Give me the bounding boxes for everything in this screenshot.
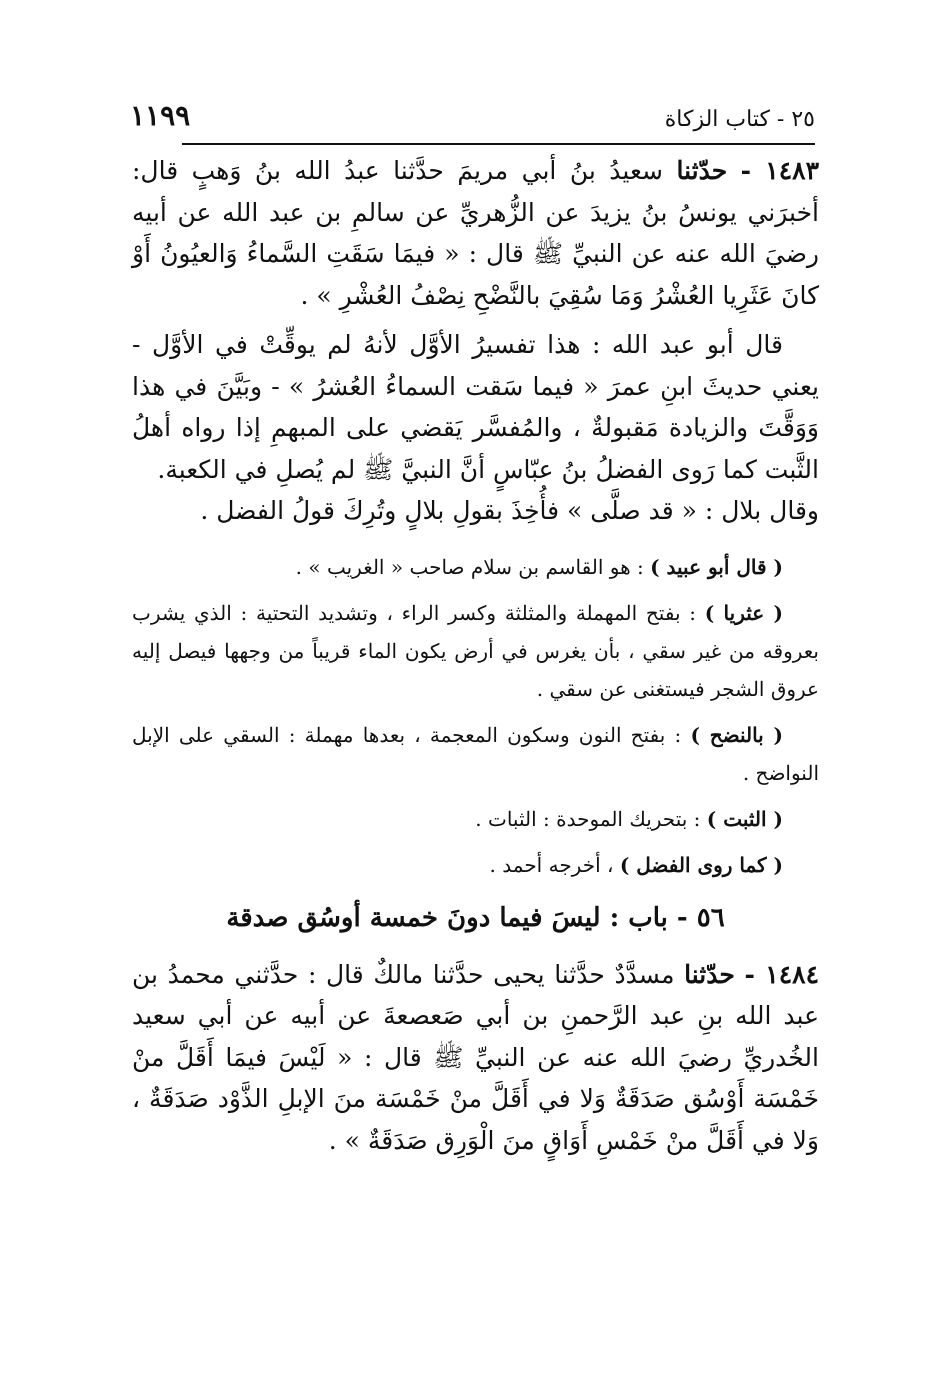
hadith-1483-commentary-1: قال أبو عبد الله : هذا تفسيرُ الأوَّل لأنهُ لم يوقِّتْ في الأوَّل - يعني حديثَ ابنِ عمرَ « فيما سَقت السماءُ العُشرُ » - وبَيَّنَ في هذا وَوَقَّتَ والزيادة مَقبولةٌ ، والمُفسَّر يَقضي على المبهمِ إذا رواه أهلُ الثَّبت كما رَوى الفضلُ بنُ عبّاسٍ أنَّ النبيَّ ﷺ لم يُصلِ في الكعبة.: [132, 330, 819, 484]
hadith-1483-commentary-2: وقال بلال : « قد صلَّى » فأُخِذَ بقولِ بلالٍ وتُرِكَ قولُ الفضل .: [200, 496, 819, 525]
header-chapter-title: ٢٥ - كتاب الزكاة: [664, 107, 815, 132]
note-athariyya: [132, 594, 819, 708]
hadith-1484-number: ١٤٨٤ -: [744, 959, 819, 989]
note-text: : بفتح المهملة والمثلثة وكسر الراء ، وتشديد التحتية : الذي يشرب بعروقه من غير سقي ، بأن يغرس في أرض يكون الماء قريباً من وجهها فيصل إليه عروق الشجر فيستغنى عن سقي .: [132, 600, 819, 701]
hadith-1483: [132, 150, 819, 316]
note-thabt: [132, 800, 819, 838]
hadith-1484: [132, 954, 819, 1162]
hadith-1483-haddathana: حدّثنا: [676, 156, 728, 185]
page-number: ١١٩٩: [130, 99, 191, 132]
header-divider: [182, 143, 815, 145]
page-content: [132, 150, 819, 1161]
note-term: ( عثريا ): [704, 600, 783, 625]
note-abu-ubaid: [132, 548, 819, 586]
note-text: ، أخرجه أحمد .: [489, 852, 614, 877]
note-text: : هو القاسم بن سلام صاحب « الغريب » .: [295, 554, 644, 579]
running-header: [130, 92, 815, 132]
note-term: ( الثبت ): [706, 806, 783, 831]
note-kama-rawa: [132, 846, 819, 884]
hadith-1484-text: مسدَّدٌ حدَّثنا يحيى حدَّثنا مالكٌ قال : حدَّثني محمدُ بن عبد الله بنِ عبد الرَّحمنِ بن أبي صَعصعةَ عن أبيه عن أبي سعيد الخُدريِّ رضيَ الله عنه عن النبيِّ ﷺ قال : « لَيْسَ فيمَا أَقَلَّ منْ خَمْسَة أَوْسُق صَدَقَةٌ وَلا في أَقَلَّ منْ خَمْسَة منَ الإبلِ الذَّوْد صَدَقَةٌ ، وَلا في أَقَلَّ منْ خَمْسِ أَوَاقٍ منَ الْوَرِق صَدَقَةٌ » .: [132, 959, 819, 1155]
note-term: ( بالنضح ): [690, 722, 784, 747]
hadith-1483-number: ١٤٨٣ -: [740, 156, 819, 185]
note-term: ( كما روى الفضل ): [619, 852, 783, 877]
footnotes-block: [132, 548, 819, 884]
note-bin-nadh: [132, 716, 819, 792]
note-text: : بتحريك الموحدة : الثبات .: [475, 806, 701, 831]
note-term: ( قال أبو عبيد ): [650, 554, 783, 579]
hadith-1484-haddathana: حدّثنا: [684, 959, 735, 989]
hadith-1483-text: سعيدُ بنُ أبي مريمَ حدَّثنا عبدُ الله بنُ وَهبٍ قال: أخبرَني يونسُ بنُ يزيدَ عن الزُّهريِّ عن سالمِ بن عبد الله عن أبيه رضيَ الله عنه عن النبيِّ ﷺ قال : « فيمَا سَقَتِ السَّماءُ وَالعيُونُ أَوْ كانَ عَثَرِيا العُشْرُ وَمَا سُقِيَ بالنَّضْحِ نِصْفُ العُشْرِ » .: [132, 156, 819, 310]
chapter-56-heading: ٥٦ - باب : ليسَ فيما دونَ خمسة أوسُق صدقة: [226, 902, 725, 933]
note-text: : بفتح النون وسكون المعجمة ، بعدها مهملة : السقي على الإبل النواضح .: [132, 722, 819, 785]
